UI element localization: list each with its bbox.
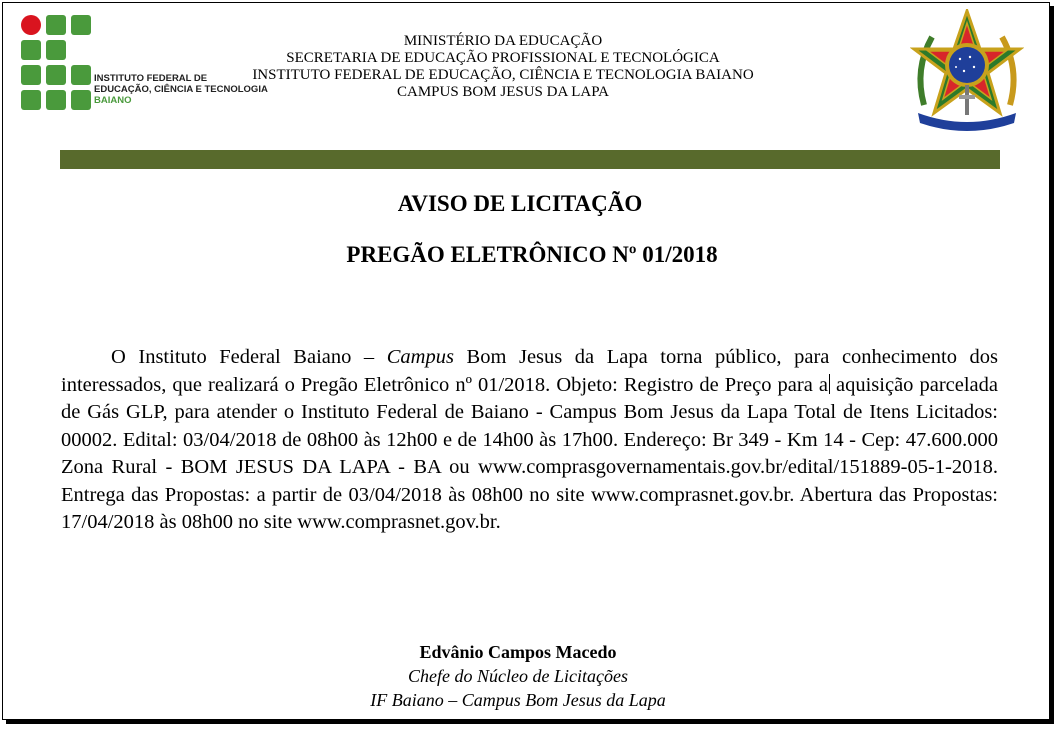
green-divider-rule [60, 150, 1000, 169]
if-logo-line3: BAIANO [94, 95, 132, 106]
body-part3: aquisição parcelada de Gás GLP, para atender o Instituto Federal de Baiano - Campus Bom Jesus da Lapa Total de Itens Licitados: 00002. Edital: 03/04/2018 de 08h00 às 12h00 e de 14h00 às 17h00. Endereço: Br 349 - Km 14 - Cep: 47.600.000 Zona Rural - BOM JESUS DA LAPA - BA ou www.comprasgovernamentais.gov.br/edital/151889-05-1-2018. Entrega das Propostas: a partir de 03/04/2018 às 08h00 no site www.comprasnet.gov.br. Abertura das Propostas: 17/04/2018 às 08h00 no site www.comprasnet.gov.br. [61, 373, 998, 533]
body-part2: Bom Jesus da Lapa torna público, para conhecimento dos interessados, que realizará o Pregão Eletrônico nº 01/2018. Objeto: Registro de Preço para a [61, 346, 998, 396]
header-institute: INSTITUTO FEDERAL DE EDUCAÇÃO, CIÊNCIA E TECNOLOGIA BAIANO [252, 67, 754, 83]
signatory-org: IF Baiano – Campus Bom Jesus da Lapa [370, 690, 666, 710]
header-secretariat: SECRETARIA DE EDUCAÇÃO PROFISSIONAL E TECNOLÓGICA [286, 50, 720, 66]
brazil-coat-of-arms-icon [910, 9, 1024, 133]
notice-title: AVISO DE LICITAÇÃO [397, 191, 643, 216]
document-page [2, 2, 1050, 720]
notice-subtitle: PREGÃO ELETRÔNICO Nº 01/2018 [346, 242, 718, 267]
signatory-name: Edvânio Campos Macedo [419, 642, 617, 662]
letterhead [203, 33, 803, 101]
if-logo-line2: EDUCAÇÃO, CIÊNCIA E TECNOLOGIA [94, 84, 268, 95]
if-logo-grid-icon [21, 15, 93, 111]
body-part1: O Instituto Federal Baiano – [111, 346, 387, 368]
header-ministry: MINISTÉRIO DA EDUCAÇÃO [403, 33, 603, 49]
signatory-role: Chefe do Núcleo de Licitações [408, 666, 628, 686]
header-campus: CAMPUS BOM JESUS DA LAPA [396, 84, 609, 100]
notice-body [61, 344, 998, 537]
if-logo-line1: INSTITUTO FEDERAL DE [94, 73, 208, 84]
body-campus-italic: Campus [386, 346, 454, 368]
